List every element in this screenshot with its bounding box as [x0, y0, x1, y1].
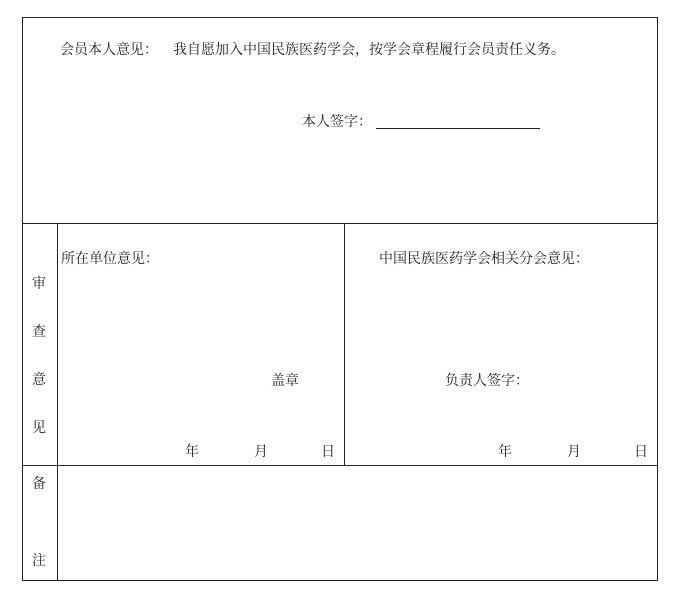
- member-opinion-label: 会员本人意见：: [60, 42, 158, 58]
- unit-opinion-label: 所在单位意见：: [61, 251, 159, 267]
- table-border-bottom: [22, 580, 658, 581]
- branch-date-day: 日: [634, 444, 648, 460]
- review-column-divider: [344, 223, 345, 466]
- review-side-char: 意: [32, 372, 46, 388]
- member-signature-label: 本人签字：: [302, 114, 372, 130]
- row-divider-member: [22, 223, 658, 224]
- table-border-right: [657, 17, 658, 581]
- unit-seal-label: 盖章: [271, 373, 299, 389]
- remarks-side-char: 注: [32, 553, 46, 569]
- unit-date-day: 日: [321, 444, 335, 460]
- unit-date-month: 月: [254, 444, 268, 460]
- review-side-char: 查: [32, 324, 46, 340]
- remarks-content-area[interactable]: [58, 466, 657, 580]
- remarks-side-char: 备: [32, 476, 46, 492]
- member-signature-line[interactable]: [376, 128, 540, 129]
- table-border-top: [22, 17, 658, 18]
- review-side-char: 见: [32, 420, 46, 436]
- table-border-left: [22, 17, 23, 581]
- branch-opinion-label: 中国民族医药学会相关分会意见：: [379, 251, 589, 267]
- review-side-char: 审: [32, 276, 46, 292]
- branch-date-year: 年: [498, 444, 512, 460]
- member-statement: 我自愿加入中国民族医药学会，按学会章程履行会员责任义务。: [173, 42, 565, 58]
- unit-date-year: 年: [185, 444, 199, 460]
- branch-signature-label: 负责人签字：: [445, 373, 529, 389]
- branch-date-month: 月: [567, 444, 581, 460]
